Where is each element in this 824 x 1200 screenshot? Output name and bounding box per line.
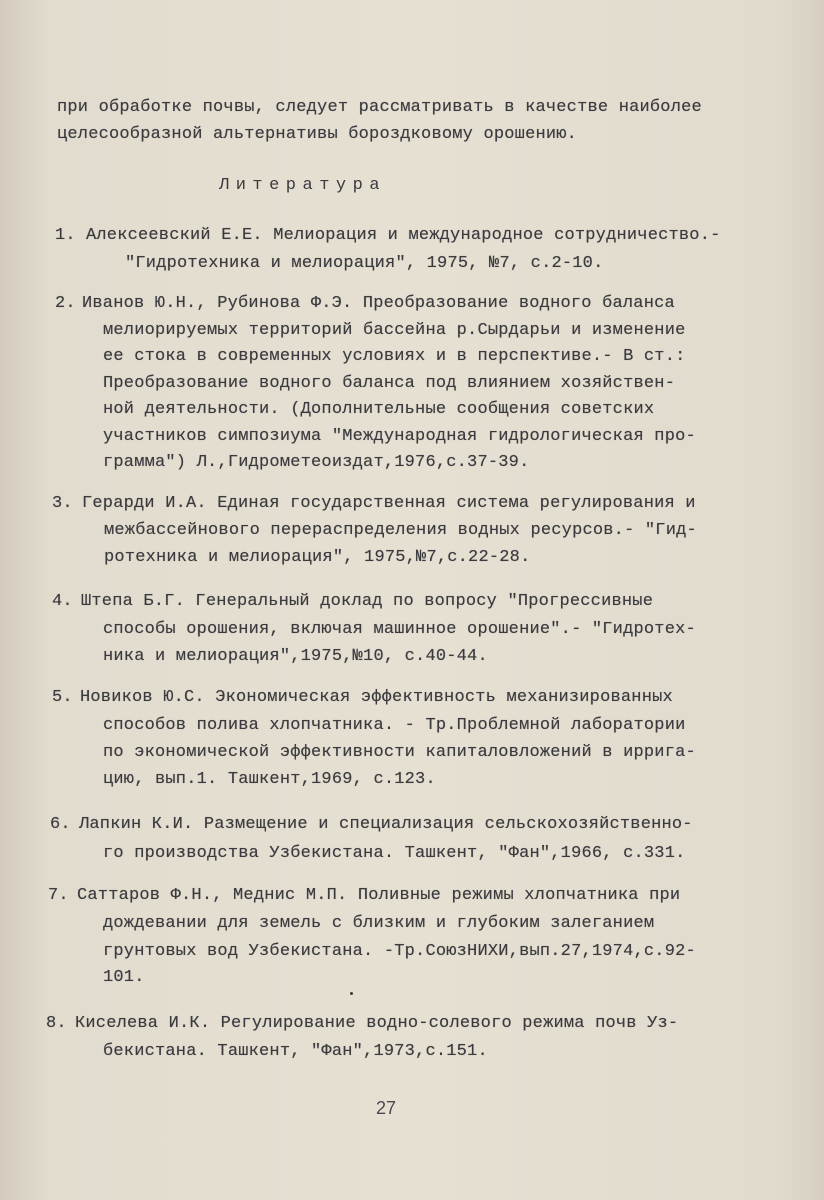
page-number: 27 (376, 1098, 397, 1118)
reference-line: Киселева И.К. Регулирование водно-солевого режима почв Уз- (75, 1014, 679, 1033)
reference-line: дождевании для земель с близким и глубоким залеганием (103, 914, 655, 933)
reference-line: Саттаров Ф.Н., Меднис М.П. Поливные режимы хлопчатника при (77, 886, 681, 905)
reference-line: межбассейнового перераспределения водных ресурсов.- "Гид- (104, 521, 697, 540)
reference-line: грунтовых вод Узбекистана. -Тр.СоюзНИХИ,вып.27,1974,с.92- (103, 942, 696, 961)
reference-number: 5. (52, 688, 73, 707)
reference-line: способов полива хлопчатника. - Тр.Проблемной лаборатории (103, 716, 686, 735)
reference-line: способы орошения, включая машинное орошение".- "Гидротех- (103, 620, 696, 639)
reference-line: мелиорируемых территорий бассейна р.Сырдарьи и изменение (103, 321, 686, 340)
ink-dot (350, 992, 353, 995)
reference-line: Лапкин К.И. Размещение и специализация сельскохозяйственно- (79, 815, 693, 834)
reference-line: грамма") Л.,Гидрометеоиздат,1976,с.37-39. (103, 453, 530, 472)
reference-line: 101. (103, 968, 145, 987)
reference-line: участников симпозиума "Международная гидрологическая про- (103, 427, 696, 446)
bibliography-heading: Литература (219, 176, 387, 195)
reference-line: по экономической эффективности капиталовложений в ирригa- (103, 743, 696, 762)
reference-line: Герарди И.А. Единая государственная система регулирования и (82, 494, 696, 513)
reference-number: 6. (50, 815, 71, 834)
reference-number: 4. (52, 592, 73, 611)
reference-line: ника и мелиорация",1975,№10, с.40-44. (103, 647, 488, 666)
reference-line: ее стока в современных условиях и в перспективе.- В ст.: (103, 347, 686, 366)
reference-number: 8. (46, 1014, 67, 1033)
reference-line: Новиков Ю.С. Экономическая эффективность механизированных (80, 688, 673, 707)
reference-line: Преобразование водного баланса под влиянием хозяйствен- (103, 374, 676, 393)
reference-line: Штепа Б.Г. Генеральный доклад по вопросу "Прогрессивные (81, 592, 654, 611)
reference-number: 2. (55, 294, 76, 313)
reference-line: ной деятельности. (Дополнительные сообщения советских (103, 400, 655, 419)
reference-number: 3. (52, 494, 73, 513)
reference-number: 1. (55, 226, 76, 245)
reference-line: ротехника и мелиорация", 1975,№7,с.22-28. (104, 548, 531, 567)
reference-number: 7. (48, 886, 69, 905)
intro-line: целесообразной альтернативы бороздковому орошению. (57, 125, 578, 144)
reference-line: го производства Узбекистана. Ташкент, "Фан",1966, с.331. (103, 844, 686, 863)
reference-line: цию, вып.1. Ташкент,1969, с.123. (103, 770, 436, 789)
intro-line: при обработке почвы, следует рассматривать в качестве наиболее (57, 98, 702, 117)
reference-line: "Гидротехника и мелиорация", 1975, №7, с.2-10. (125, 254, 604, 273)
reference-line: Алексеевский Е.Е. Мелиорация и международное сотрудничество.- (86, 226, 721, 245)
reference-line: Иванов Ю.Н., Рубинова Ф.Э. Преобразование водного баланса (82, 294, 675, 313)
reference-line: бекистана. Ташкент, "Фан",1973,с.151. (103, 1042, 488, 1061)
